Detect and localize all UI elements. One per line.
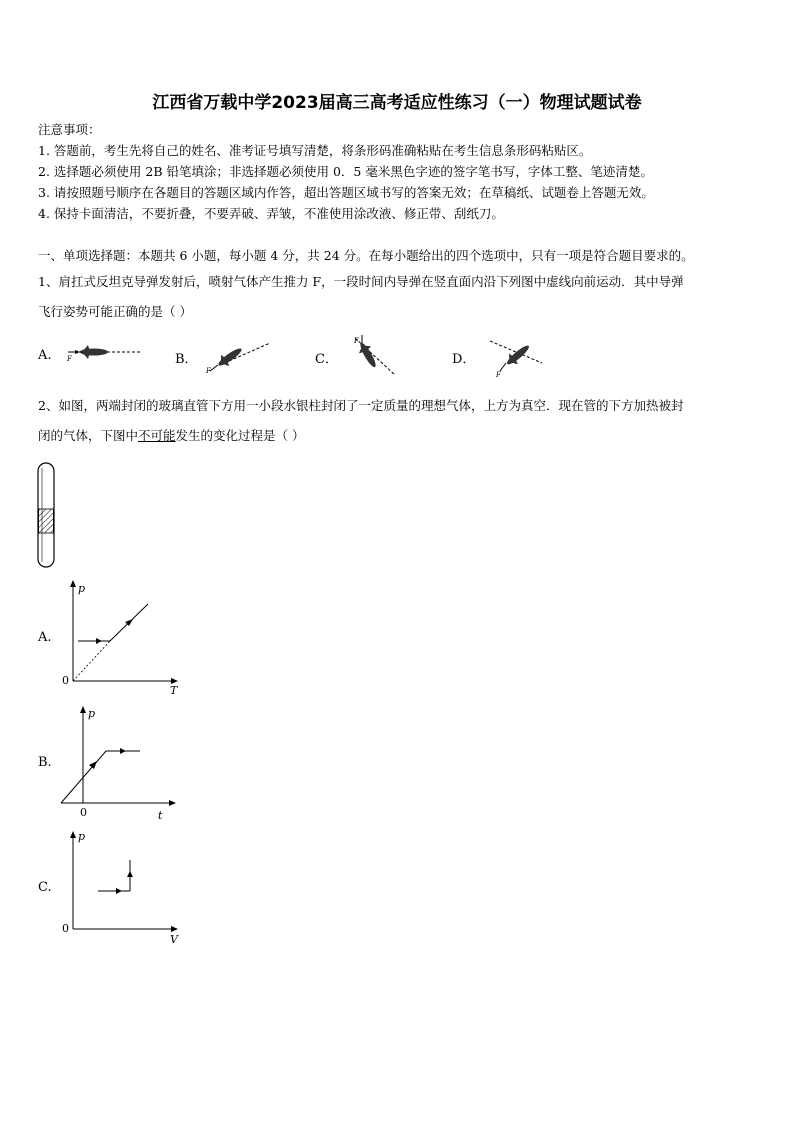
q1-option-a-figure (62, 335, 147, 370)
force-label-d: F (496, 371, 501, 379)
q2-stem-underlined: 不可能 (138, 428, 176, 443)
missile-icon (503, 341, 533, 370)
q2-stem-line2 (38, 426, 305, 444)
q1-option-b-label: B． (175, 352, 198, 367)
y-axis-label: p (88, 707, 96, 720)
q1-option-d-figure (480, 333, 550, 378)
notice-item-2: 2. 选择题必须使用 2B 铅笔填涂；非选择题必须使用 0．5 毫米黑色字迹的签字笔书写，字体工整、笔迹清楚。 (38, 164, 653, 179)
q2-stem-line2-post: 发生的变化过程是（ ） (175, 428, 305, 443)
origin-label: 0 (80, 806, 87, 819)
q2-stem-line1: 2、如图，两端封闭的玻璃直管下方用一小段水银柱封闭了一定质量的理想气体，上方为真空．现在管的下方加热被封 (38, 398, 684, 413)
q1-option-a-label: A. (38, 348, 52, 363)
missile-icon (215, 343, 246, 371)
origin-label: 0 (62, 674, 69, 687)
q2-graph-c-label: C. (38, 880, 52, 895)
notice-item-4: 4. 保持卡面清洁，不要折叠，不要弄破、弄皱，不准使用涂改液、修正带、刮纸刀。 (38, 206, 504, 221)
section-heading: 一、单项选择题：本题共 6 小题，每小题 4 分，共 24 分。在每小题给出的四个选项中，只有一项是符合题目要求的。 (38, 248, 694, 263)
q2-graph-b-label: B. (38, 755, 52, 770)
q1-stem-line2: 飞行姿势可能正确的是（ ） (38, 304, 192, 319)
q1-option-c-figure (340, 333, 410, 378)
notice-item-1: 1. 答题前，考生先将自己的姓名、准考证号填写清楚，将条形码准确粘贴在考生信息条形码粘贴区。 (38, 143, 592, 158)
q1-option-b-figure (200, 335, 275, 375)
force-label-a: F (67, 355, 72, 363)
x-axis-label: t (158, 809, 163, 822)
glass-tube-figure (36, 462, 56, 568)
q1-option-c-label: C． (315, 352, 338, 367)
force-label-b: F (206, 367, 211, 375)
q2-graph-b (58, 703, 183, 825)
missile-icon (80, 345, 108, 359)
y-axis-label: p (78, 830, 86, 843)
notice-item-3: 3. 请按照题号顺序在各题目的答题区域内作答，超出答题区域书写的答案无效；在草稿纸、试题卷上答题无效。 (38, 185, 654, 200)
q2-graph-a-label: A. (38, 630, 52, 645)
notice-heading: 注意事项： (38, 122, 101, 137)
y-axis-label: p (78, 582, 86, 595)
q2-graph-c (60, 828, 185, 950)
force-label-c: F (354, 337, 359, 345)
x-axis-label: T (170, 684, 178, 697)
origin-label: 0 (62, 922, 69, 935)
q2-stem-line2-pre: 闭的气体，下图中 (38, 428, 139, 443)
q1-stem-line1: 1、肩扛式反坦克导弹发射后，喷射气体产生推力 F，一段时间内导弹在竖直面内沿下列图中虚线向前运动．其中导弹 (38, 274, 684, 289)
page-title: 江西省万载中学2023届高三高考适应性练习（一）物理试题试卷 (152, 93, 642, 113)
q1-option-d-label: D． (452, 352, 476, 367)
mercury-column (39, 509, 54, 533)
x-axis-label: V (170, 933, 178, 946)
q2-graph-a (60, 578, 185, 700)
